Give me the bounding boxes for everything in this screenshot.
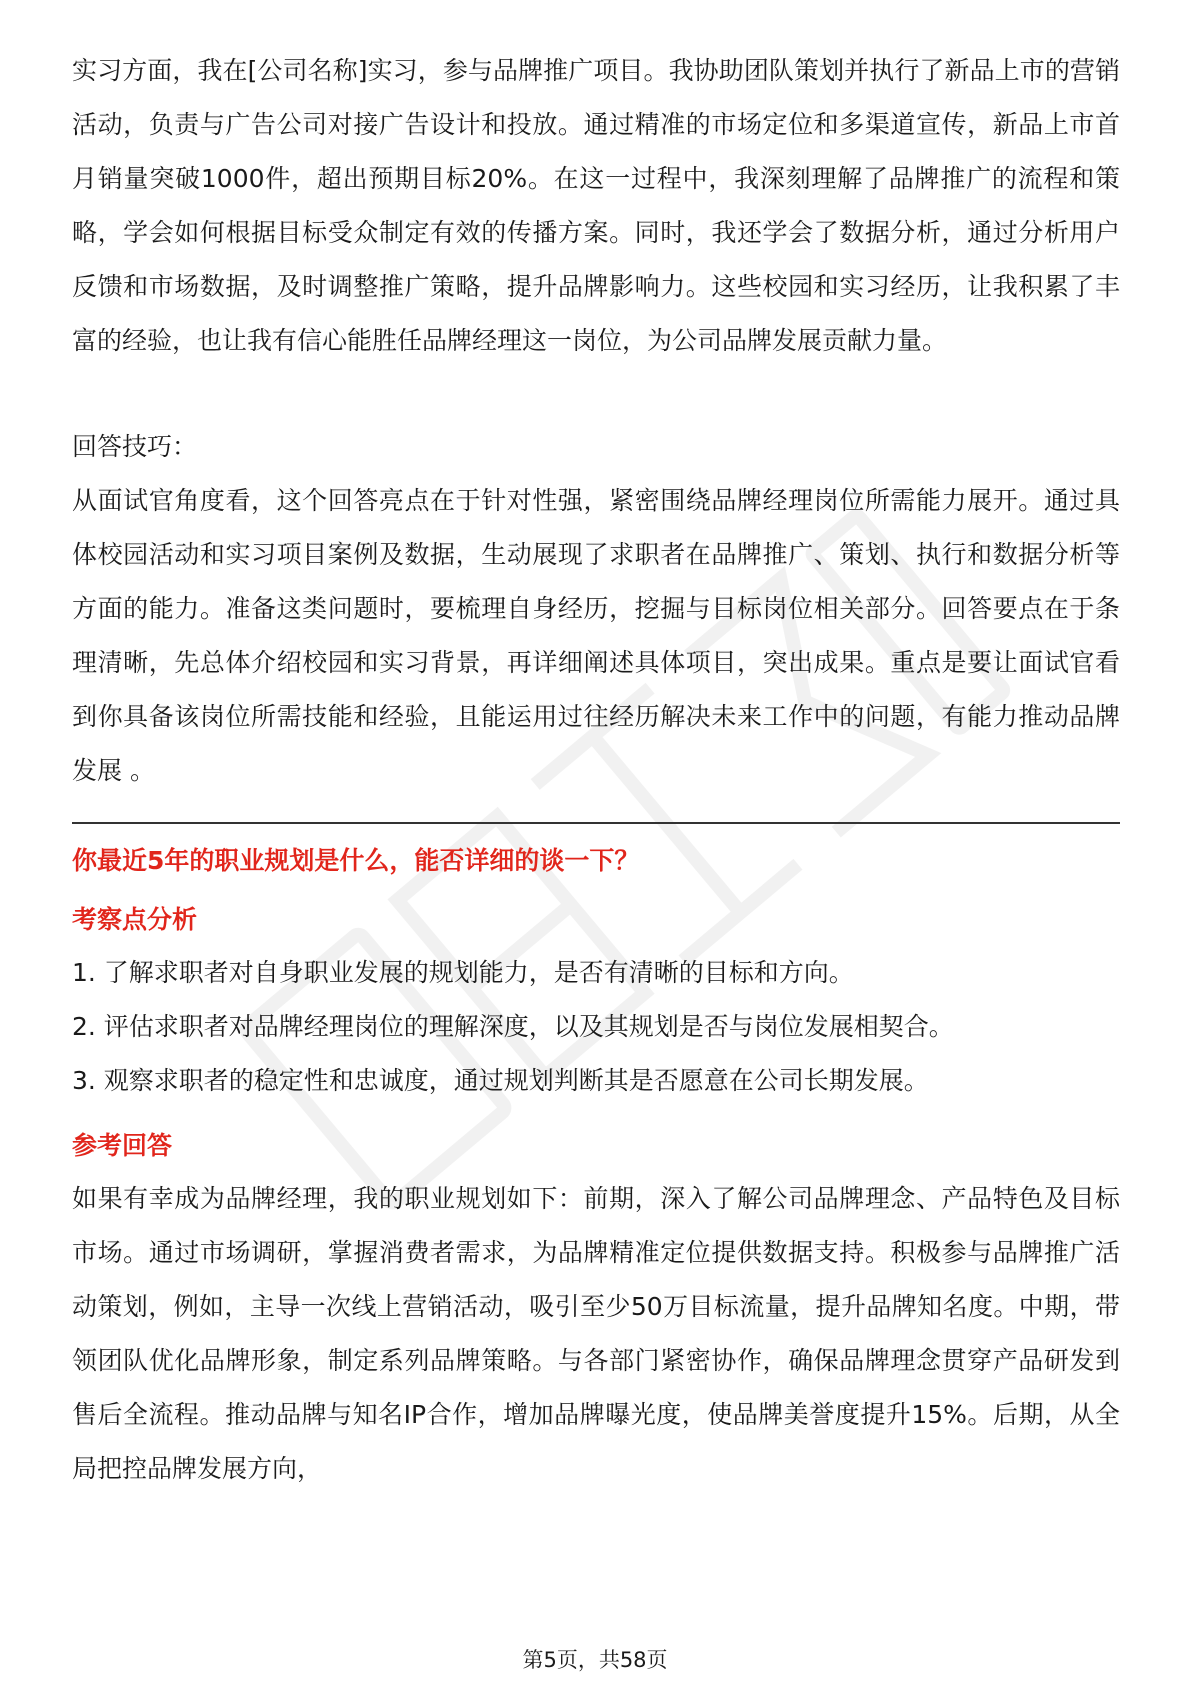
analysis-item-2: 2. 评估求职者对品牌经理岗位的理解深度，以及其规划是否与岗位发展相契合。 [72,1012,954,1041]
tips-paragraph: 从面试官角度看，这个回答亮点在于针对性强，紧密围绕品牌经理岗位所需能力展开。通过具体校园活动和实习项目案例及数据，生动展现了求职者在品牌推广、策划、执行和数据分析等方面的能力。准备这类问题时，要梳理自身经历，挖掘与目标岗位相关部分。回答要点在于条理清晰，先总体介绍校园和实习背景，再详细阐述具体项目，突出成果。重点是要让面试官看到你具备该岗位所需技能和经验，且能运用过往经历解决未来工作中的问题，有能力推动品牌发展 。 [72,486,1120,785]
reference-paragraph: 如果有幸成为品牌经理，我的职业规划如下：前期，深入了解公司品牌理念、产品特色及目标市场。通过市场调研，掌握消费者需求，为品牌精准定位提供数据支持。积极参与品牌推广活动策划，例如，主导一次线上营销活动，吸引至少50万目标流量，提升品牌知名度。中期，带领团队优化品牌形象，制定系列品牌策略。与各部门紧密协作，确保品牌理念贯穿产品研发到售后全流程。推动品牌与知名IP合作，增加品牌曝光度，使品牌美誉度提升15%。后期，从全局把控品牌发展方向， [72,1184,1120,1483]
analysis-item-1: 1. 了解求职者对自身职业发展的规划能力，是否有清晰的目标和方向。 [72,958,854,987]
analysis-title: 考察点分析 [72,905,198,934]
question-heading: 你最近5年的职业规划是什么，能否详细的谈一下？ [72,846,640,875]
intro-paragraph: 实习方面，我在[公司名称]实习，参与品牌推广项目。我协助团队策划并执行了新品上市的营销活动，负责与广告公司对接广告设计和投放。通过精准的市场定位和多渠道宣传，新品上市首月销量突破1000件，超出预期目标20%。在这一过程中，我深刻理解了品牌推广的流程和策略，学会如何根据目标受众制定有效的传播方案。同时，我还学会了数据分析，通过分析用户反馈和市场数据，及时调整推广策略，提升品牌影响力。这些校园和实习经历，让我积累了丰富的经验，也让我有信心能胜任品牌经理这一岗位，为公司品牌发展贡献力量。 [72,56,1120,355]
page-content [72,44,1120,1496]
section-divider [72,822,1120,824]
reference-title: 参考回答 [72,1131,173,1160]
paragraph-spacer [72,368,1120,420]
tips-label: 回答技巧： [72,432,198,461]
page-footer: 第5页，共58页 [522,1648,668,1672]
analysis-item-3: 3. 观察求职者的稳定性和忠诚度，通过规划判断其是否愿意在公司长期发展。 [72,1066,929,1095]
